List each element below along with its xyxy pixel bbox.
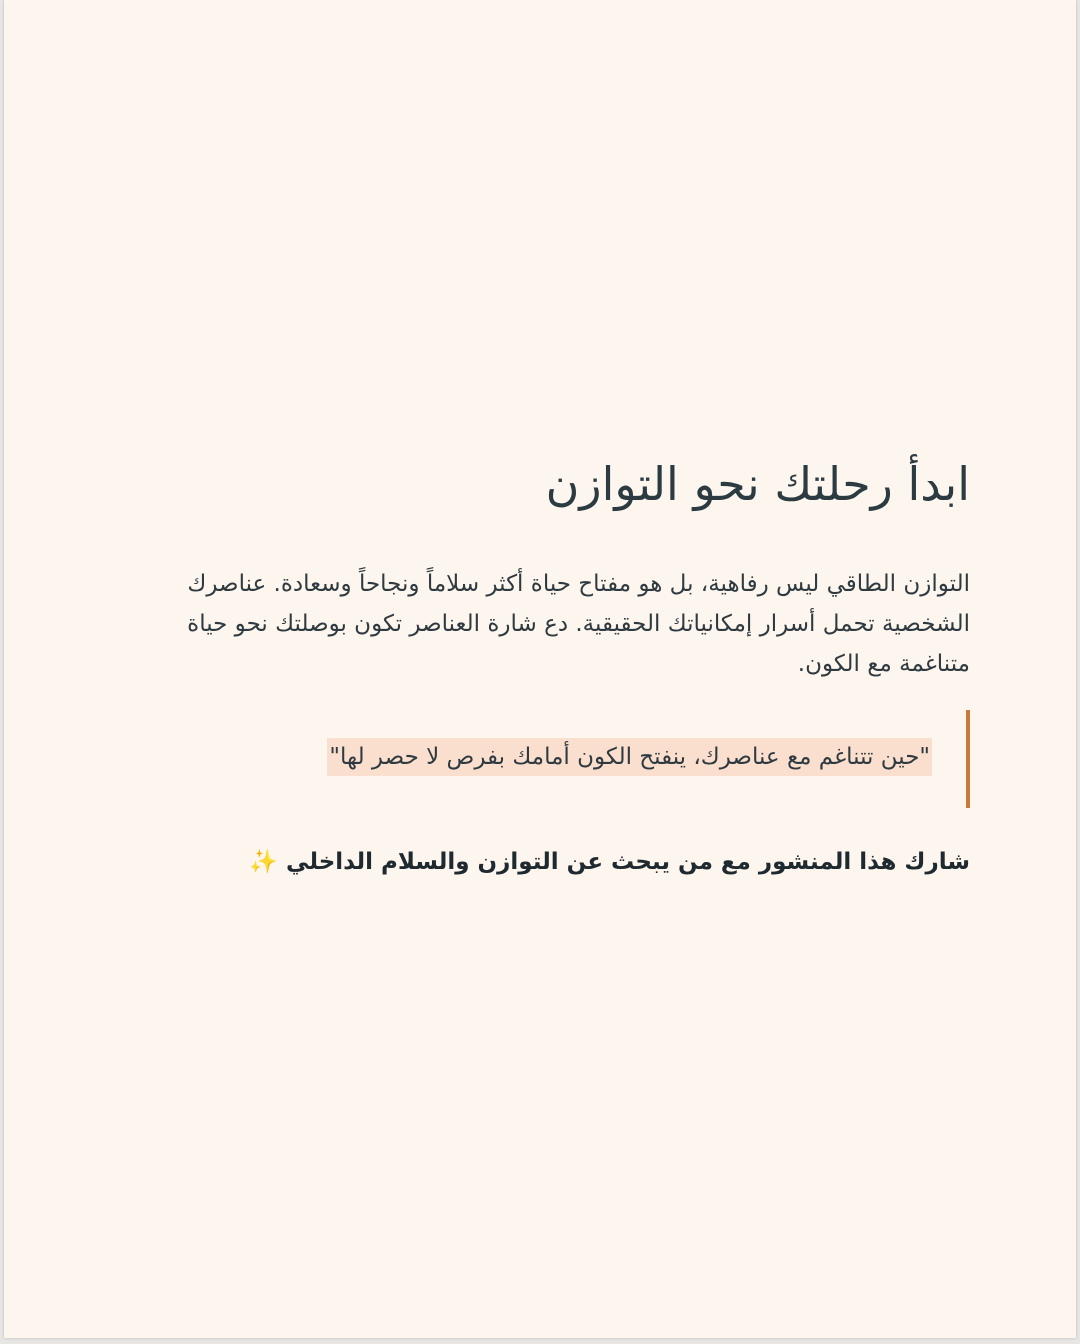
post-body: التوازن الطاقي ليس رفاهية، بل هو مفتاح حياة أكثر سلاماً ونجاحاً وسعادة. عناصرك الشخصية تحمل أسرار إمكانياتك الحقيقية. دع شارة العناصر تكون بوصلتك نحو حياة متناغمة مع الكون. <box>187 571 970 677</box>
quote-text: "حين تتناغم مع عناصرك، ينفتح الكون أمامك بفرص لا حصر لها" <box>327 738 932 776</box>
post-content <box>152 452 970 882</box>
sparkles-icon: ✨ <box>249 849 279 875</box>
share-call-to-action <box>152 842 970 882</box>
share-text: شارك هذا المنشور مع من يبحث عن التوازن والسلام الداخلي <box>286 849 970 875</box>
post-title: ابدأ رحلتك نحو التوازن <box>545 457 970 511</box>
document-page <box>4 0 1076 1338</box>
quote-block <box>152 710 970 808</box>
